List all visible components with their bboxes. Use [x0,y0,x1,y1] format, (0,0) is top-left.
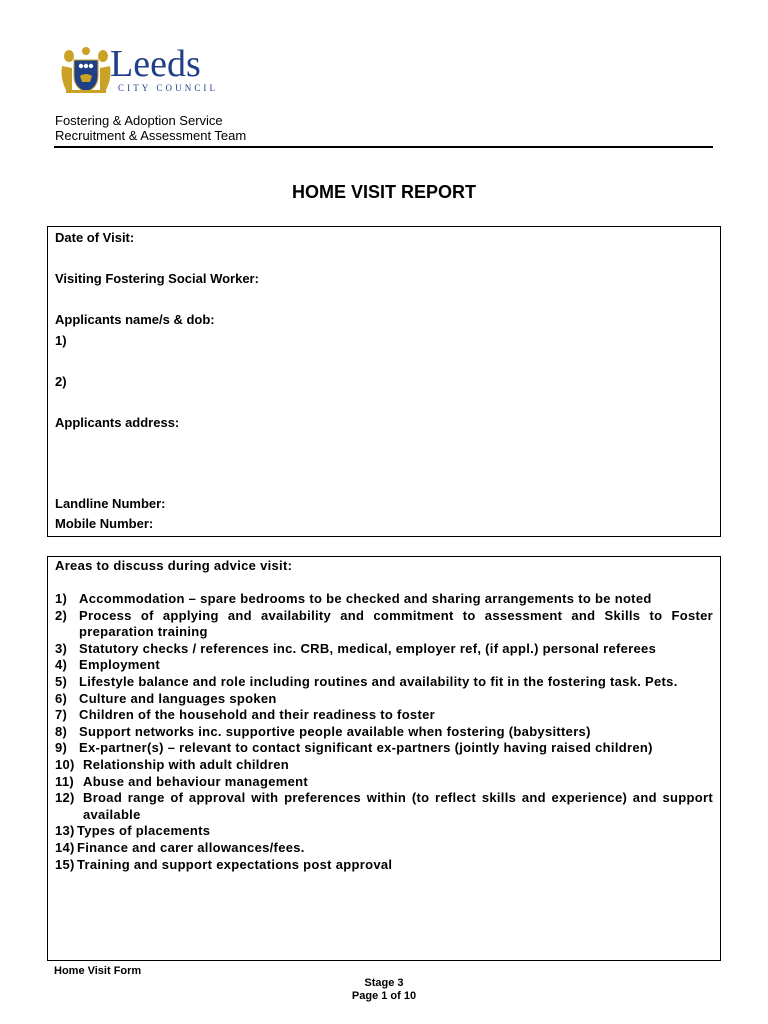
footer-stage: Stage 3 [364,977,404,989]
footer-page-number: Page 1 of 10 [351,990,417,1002]
list-item-number: 3) [55,640,68,656]
list-item-number: 2) [55,607,68,623]
list-item-number: 8) [55,723,68,739]
leeds-city-council-logo [60,43,225,96]
applicant-2-label: 2) [55,374,67,389]
footer-page-info [0,977,768,1003]
list-item-number: 15) [55,856,75,872]
list-item-number: 1) [55,591,68,606]
list-item-text: Ex-partner(s) – relevant to contact significant ex-partners (jointly having raised children) [79,740,653,756]
date-of-visit-label: Date of Visit: [55,230,135,245]
list-item-number: 11) [55,773,74,789]
footer-form-name: Home Visit Form [54,965,142,977]
list-item-text: Support networks inc. supportive people available when fostering (babysitters) [79,723,591,739]
logo-subtitle: CITY COUNCIL [118,83,219,93]
list-item [55,608,713,641]
list-item-number: 5) [55,673,68,689]
list-item-number: 9) [55,740,68,756]
list-item [55,591,713,608]
areas-list [55,591,713,873]
address-label: Applicants address: [55,415,180,430]
list-item-text: Abuse and behaviour management [83,773,308,789]
list-item-text: Relationship with adult children [83,756,290,772]
list-item-number: 10) [55,756,75,772]
visit-details-box [47,226,721,537]
list-item-text: Training and support expectations post approval [77,856,393,872]
list-item-number: 4) [55,657,68,673]
list-item [55,823,713,840]
list-item-text: Broad range of approval with preferences within (to reflect skills and experience) and support available [83,790,713,822]
service-header [55,113,246,143]
list-item-number: 13) [55,823,75,839]
list-item [55,674,713,691]
list-item-text: Children of the household and their readiness to foster [79,707,435,723]
list-item-number: 7) [55,707,68,723]
list-item [55,740,713,757]
list-item-text: Types of placements [77,823,211,839]
service-line-2: Recruitment & Assessment Team [55,128,247,143]
list-item-text: Finance and carer allowances/fees. [77,839,305,855]
areas-to-discuss-box [47,556,721,961]
list-item [55,840,713,857]
list-item [55,857,713,874]
applicants-label: Applicants name/s & dob: [55,312,215,327]
list-item [55,724,713,741]
list-item-text: Culture and languages spoken [79,690,277,706]
list-item [55,657,713,674]
service-line-1: Fostering & Adoption Service [55,113,223,128]
list-item [55,691,713,708]
list-item-number: 6) [55,690,68,706]
list-item-number: 14) [55,839,75,855]
list-item-text: Process of applying and availability and commitment to assessment and Skills to Foster preparation training [79,607,713,640]
list-item-text: Accommodation – spare bedrooms to be checked and sharing arrangements to be noted [79,591,652,606]
list-item-number: 12) [55,790,75,806]
mobile-label: Mobile Number: [55,516,154,531]
list-item-text: Statutory checks / references inc. CRB, medical, employer ref, (if appl.) personal referees [79,640,657,656]
list-item-text: Employment [79,657,161,673]
landline-label: Landline Number: [55,496,166,511]
page-title: HOME VISIT REPORT [291,182,477,202]
list-item-text: Lifestyle balance and role including routines and availability to fit in the fostering task. Pets. [79,673,678,689]
applicant-1-label: 1) [55,333,67,348]
list-item [55,774,713,791]
list-item [55,757,713,774]
list-item [55,707,713,724]
header-rule [54,146,713,148]
logo-wordmark: Leeds [110,43,201,85]
areas-heading: Areas to discuss during advice visit: [55,558,293,573]
coat-of-arms-icon [60,46,112,94]
social-worker-label: Visiting Fostering Social Worker: [55,271,259,286]
list-item [55,641,713,658]
list-item [55,790,713,823]
